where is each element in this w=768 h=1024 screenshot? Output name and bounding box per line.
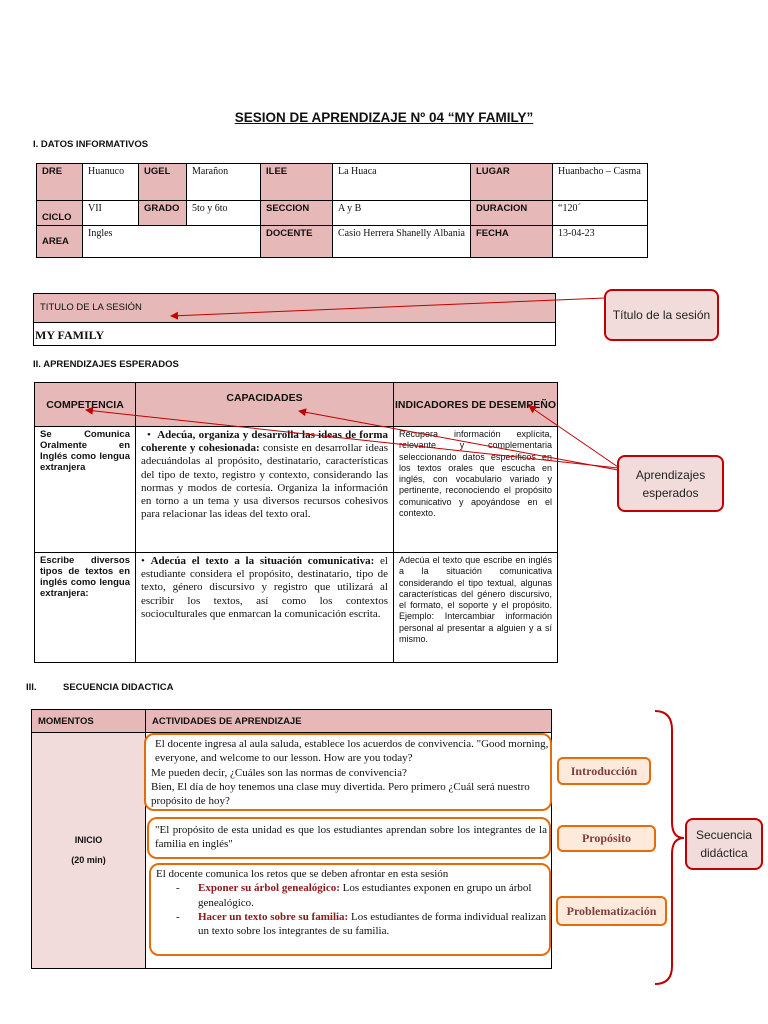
problematizacion-text: El docente comunica los retos que se deben afrontar en esta sesión - Exponer su árbol genealógico: Los estudiantes exponen en grupo un árbol genealógico. - Hacer un texto sobre su familia: Los estudiantes de forma individual realizan un texto sobre los integrantes de su familia.: [156, 868, 547, 938]
indicador-1: Recupera información explícita, relevante y complementaria seleccionando datos específicos en los textos orales que escucha en inglés, con vocabulario variado y pertinente, reconociendo el propósito comunicativo y apoyándose en el contexto.: [394, 427, 558, 553]
label-introduccion: Introducción: [557, 757, 651, 785]
seccion-label: SECCION: [261, 201, 333, 226]
dre-value: Huanuco: [83, 164, 139, 201]
capacidad-1: • Adecúa, organiza y desarrolla las ideas de forma coherente y cohesionada: consiste en desarrollar ideas adecuándolas al propósito, destinatario, características del tipo de texto, registro y contexto, considerando las normas y modos de cortesía. Organiza la información en torno a un tema y usa diversos recursos cohesivos para relacionar las ideas del texto oral.: [136, 427, 394, 553]
ilee-label: ILEE: [261, 164, 333, 201]
arrow-titulo: [171, 298, 605, 316]
session-title-header: TITULO DE LA SESIÓN: [34, 294, 555, 323]
label-problematizacion: Problematización: [556, 896, 667, 926]
document-title: SESION DE APRENDIZAJE Nº 04 “MY FAMILY”: [234, 110, 534, 125]
callout-secuencia: Secuencia didáctica: [685, 818, 763, 870]
competencia-2: Escribe diversos tipos de textos en inglés como lengua extranjera:: [35, 553, 136, 663]
arrow-competencia: [86, 410, 618, 468]
capacidad-2: • Adecúa el texto a la situación comunicativa: el estudiante considera el propósito, destinatario, tipo de texto, género discursivo y registro que utilizará al escribir los textos, así como los contextos socioculturales que enmarcan la comunicación escrita.: [136, 553, 394, 663]
section-aprendizajes: II. APRENDIZAJES ESPERADOS: [33, 359, 179, 370]
arrow-indicadores: [529, 406, 618, 467]
competencia-1: Se Comunica Oralmente en Inglés como lengua extranjera: [35, 427, 136, 553]
docente-value: Casio Herrera Shanelly Albania: [333, 226, 471, 258]
seccion-value: A y B: [333, 201, 471, 226]
ciclo-label: CICLO: [37, 201, 83, 226]
session-title-value: MY FAMILY: [35, 328, 105, 342]
proposito-text: "El propósito de esta unidad es que los estudiantes aprendan sobre los integrantes de la familia en inglés": [155, 824, 547, 851]
secuencia-brace: [655, 711, 684, 984]
header-momentos: MOMENTOS: [32, 710, 146, 733]
lugar-value: Huanbacho – Casma: [553, 164, 648, 201]
duracion-value: “120´: [553, 201, 648, 226]
arrow-capacidades: [299, 411, 618, 470]
indicador-2: Adecúa el texto que escribe en inglés a la situación comunicativa considerando el tipo textual, algunas características del género discursivo, el formato, el soporte y el propósito. Ejemplo: Intercambiar información personal al presentar a alguien y a sí mismo.: [394, 553, 558, 663]
introduccion-text: El docente ingresa al aula saluda, establece los acuerdos de convivencia. "Good morning, everyone, and welcome to our lesson. How are you today? Me pueden decir, ¿Cuáles son las normas de convivencia? Bien, El día de hoy tenemos una clase muy divertida. Pero primero ¿Cuál será nuestro propósito de hoy?: [151, 738, 549, 808]
grado-label: GRADO: [139, 201, 187, 226]
area-label: AREA: [37, 226, 83, 258]
callout-titulo-sesion: Título de la sesión: [604, 289, 719, 341]
label-proposito: Propósito: [557, 825, 656, 852]
ciclo-value: VII: [83, 201, 139, 226]
section-datos-informativos: I. DATOS INFORMATIVOS: [33, 139, 149, 150]
momento-time: (20 min): [71, 854, 106, 865]
header-competencia: COMPETENCIA: [35, 383, 136, 427]
section-number-3: III.: [26, 682, 37, 693]
fecha-label: FECHA: [471, 226, 553, 258]
header-capacidades: CAPACIDADES: [136, 383, 394, 427]
dre-label: DRE: [37, 164, 83, 201]
header-indicadores: INDICADORES DE DESEMPEÑO: [394, 383, 558, 427]
section-secuencia: SECUENCIA DIDACTICA: [63, 682, 174, 693]
area-value: Ingles: [83, 226, 261, 258]
momento-label: INICIO: [74, 834, 103, 845]
header-actividades: ACTIVIDADES DE APRENDIZAJE: [146, 710, 552, 733]
lugar-label: LUGAR: [471, 164, 553, 201]
ugel-value: Marañon: [187, 164, 261, 201]
fecha-value: 13-04-23: [553, 226, 648, 258]
docente-label: DOCENTE: [261, 226, 333, 258]
ilee-value: La Huaca: [333, 164, 471, 201]
ugel-label: UGEL: [139, 164, 187, 201]
duracion-label: DURACION: [471, 201, 553, 226]
grado-value: 5to y 6to: [187, 201, 261, 226]
callout-aprendizajes: Aprendizajes esperados: [617, 455, 724, 512]
